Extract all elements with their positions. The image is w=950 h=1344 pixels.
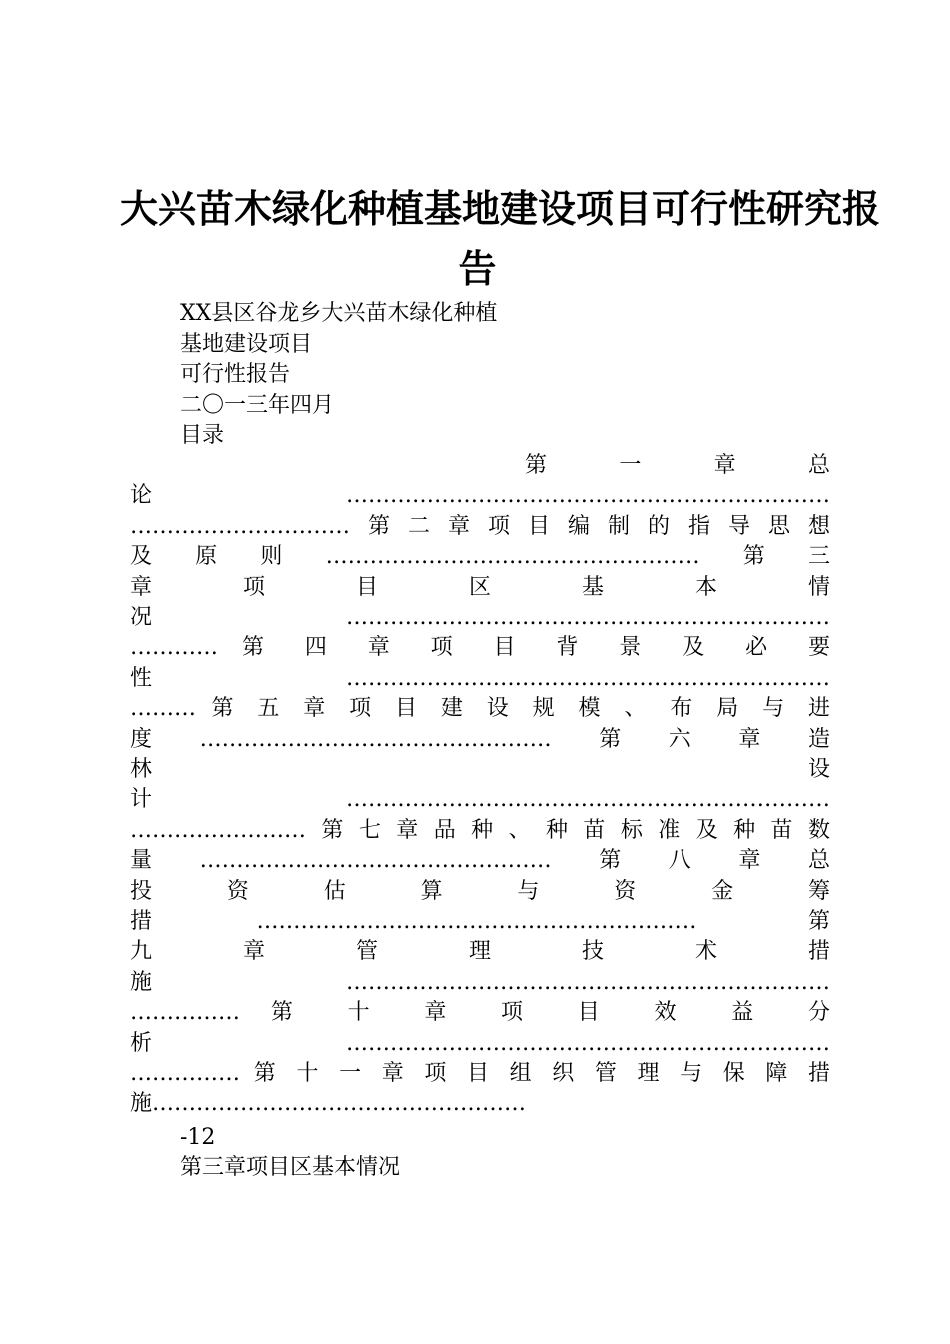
- toc-line: 计…………………………………………………………: [130, 787, 830, 813]
- document-title-line-2: 告: [458, 247, 497, 291]
- front-matter-line: XX县区谷龙乡大兴苗木绿化种植: [180, 301, 498, 326]
- toc-line: 量…………………………………………第八章总: [130, 848, 830, 874]
- section-heading: 第三章项目区基本情况: [180, 1155, 401, 1180]
- toc-line: 投 资 估 算 与 资 金 筹: [130, 878, 830, 904]
- front-matter-line: 二〇一三年四月: [180, 393, 335, 418]
- toc-line: ……………………第七章品种、种苗标准及种苗数: [130, 817, 830, 843]
- toc-line: 措…………………………………………………… 第: [130, 909, 830, 934]
- toc-line: 论…………………………………………………………: [130, 483, 830, 509]
- front-matter-line: 可行性报告: [180, 362, 291, 387]
- toc-line: ……… 第 五 章 项 目 建 设 规 模 、 布 局 与 进: [130, 696, 830, 722]
- toc-line: 林 设: [130, 757, 830, 782]
- toc-line: …………… 第 十 一 章 项 目 组 织 管 理 与 保 障 措: [130, 1061, 830, 1086]
- toc-line: 九 章 管 理 技 术 措: [130, 939, 830, 965]
- toc-line: 析…………………………………………………………: [130, 1030, 830, 1056]
- toc-line: 施……………………………………………: [130, 1091, 527, 1117]
- front-matter-line: 基地建设项目: [180, 332, 313, 357]
- toc-heading: 目录: [180, 423, 225, 448]
- page-marker: -12: [180, 1125, 216, 1150]
- toc-line: 况…………………………………………………………: [130, 605, 830, 630]
- document-title-line-1: 大兴苗木绿化种植基地建设项目可行性研究报: [120, 187, 881, 231]
- toc-line: …………………………第二章项目编制的指导思想: [130, 513, 830, 539]
- toc-line: 度…………………………………………第六章造: [130, 726, 830, 752]
- toc-line: 施…………………………………………………………: [130, 969, 830, 995]
- toc-line: 及原则……………………………………………第三: [130, 544, 830, 570]
- toc-line: 性…………………………………………………………: [130, 665, 830, 691]
- toc-line: …………… 第 十 章 项 目 效 益 分: [130, 1000, 830, 1026]
- toc-line: 第 一 章 总: [525, 453, 830, 478]
- toc-line: 章 项 目 区 基 本 情: [130, 574, 830, 600]
- toc-line: ………… 第 四 章 项 目 背 景 及 必 要: [130, 635, 830, 661]
